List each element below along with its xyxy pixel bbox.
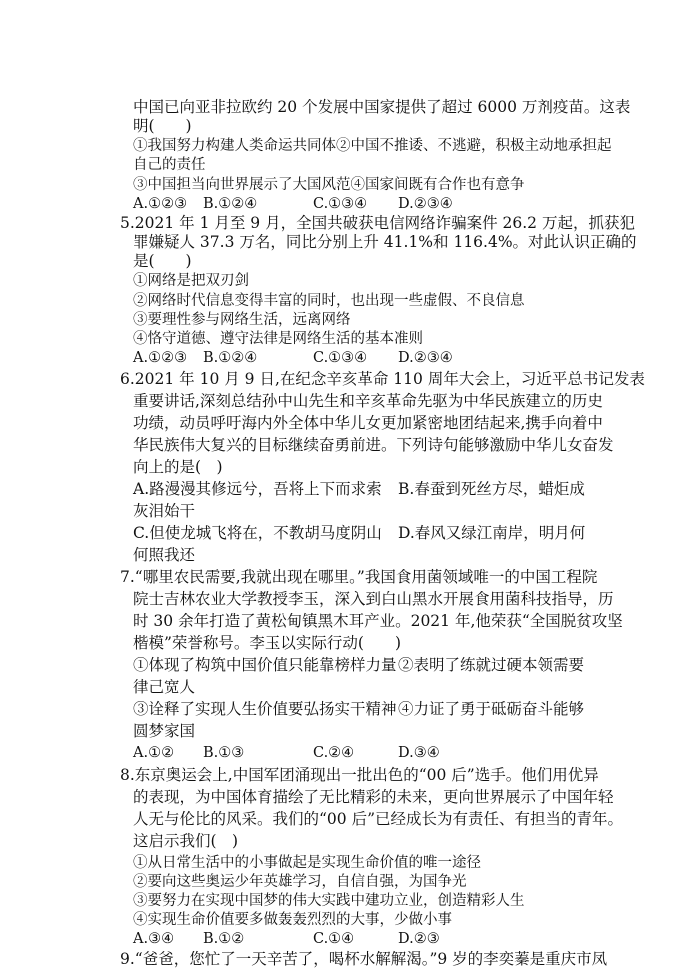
q4-item-line-1: ①我国努力构建人类命运共同体②中国不推诿、不逃避，积极主动地承担起 <box>133 138 612 154</box>
q7-item-2-continued: 律己宽人 <box>133 678 196 696</box>
q7-option-d: D.③④ <box>398 745 440 761</box>
q4-stem-line-2: 明( ) <box>133 117 192 135</box>
q8-stem-line-3: 人无与伦比的风采。我们的“00 后”已经成长为有责任、有担当的青年。 <box>133 810 624 828</box>
q8-stem-line-4: 这启示我们( ) <box>133 832 239 850</box>
q4-option-b: B.①②④ <box>203 196 258 212</box>
q6-stem-line-2: 重要讲话,深刻总结孙中山先生和辛亥革命先驱为中华民族建立的历史 <box>133 392 603 410</box>
q5-stem-line-1: 5.2021 年 1 月至 9 月，全国共破获电信网络诈骗案件 26.2 万起，抓获犯 <box>120 214 635 232</box>
q7-option-c: C.②④ <box>313 745 355 761</box>
q4-option-d: D.②③④ <box>398 196 453 212</box>
q7-item-3: ③诠释了实现人生价值要弘扬实干精神 <box>133 700 397 718</box>
q4-option-a: A.①②③ <box>133 196 188 212</box>
q7-stem-line-3: 时 30 余年打造了黄松甸镇黑木耳产业。2021 年,他荣获“全国脱贫攻坚 <box>133 612 623 630</box>
q5-stem-line-2: 罪嫌疑人 37.3 万名，同比分别上升 41.1%和 116.4%。对此认识正确的 <box>133 233 637 251</box>
q6-option-d-continued: 何照我还 <box>133 546 196 564</box>
q7-item-1: ①体现了构筑中国价值只能靠榜样力量 <box>133 656 397 674</box>
q8-stem-line-2: 的表现，为中国体育描绘了无比精彩的未来，更向世界展示了中国年轻 <box>133 788 614 806</box>
q6-option-b-continued: 灰泪始干 <box>133 502 196 520</box>
q9-stem-line-1: 9.“爸爸，您忙了一天辛苦了，喝杯水解解渴。”9 岁的李奕蓁是重庆市凤 <box>120 950 608 968</box>
q4-item-line-2: 自己的责任 <box>133 157 206 173</box>
q5-option-b: B.①②④ <box>203 350 258 366</box>
q7-option-a: A.①② <box>133 745 175 761</box>
q8-option-d: D.②③ <box>398 931 440 947</box>
q7-item-4: ④力证了勇于砥砺奋斗能够 <box>398 700 585 718</box>
q4-item-line-3: ③中国担当向世界展示了大国风范④国家间既有合作也有意争 <box>133 177 525 193</box>
q7-stem-line-1: 7.“哪里农民需要,我就出现在哪里。”我国食用菌领域唯一的中国工程院 <box>120 568 598 586</box>
q5-item-4: ④恪守道德、遵守法律是网络生活的基本准则 <box>133 331 423 347</box>
q5-option-d: D.②③④ <box>398 350 453 366</box>
q6-option-c: C.但使龙城飞将在，不教胡马度阴山 <box>133 524 382 542</box>
q7-item-4-continued: 圆梦家国 <box>133 722 196 740</box>
q8-item-4: ④实现生命价值要多做轰轰烈烈的大事，少做小事 <box>133 912 452 928</box>
q8-stem-line-1: 8.东京奥运会上,中国军团涌现出一批出色的“00 后”选手。他们用优异 <box>120 766 599 784</box>
q6-stem-line-5: 向上的是( ) <box>133 458 223 476</box>
q4-option-c: C.①③④ <box>313 196 368 212</box>
q5-item-1: ①网络是把双刃剑 <box>133 273 249 289</box>
q6-stem-line-4: 华民族伟大复兴的目标继续奋勇前进。下列诗句能够激励中华儿女奋发 <box>133 436 614 454</box>
q8-item-2: ②要向这些奥运少年英雄学习，自信自强，为国争光 <box>133 874 467 890</box>
q6-option-d: D.春风又绿江南岸，明月何 <box>398 524 586 542</box>
q8-option-c: C.①④ <box>313 931 355 947</box>
q5-option-c: C.①③④ <box>313 350 368 366</box>
q7-item-2: ②表明了练就过硬本领需要 <box>398 656 585 674</box>
q6-option-a: A.路漫漫其修远兮，吾将上下而求索 <box>133 480 382 498</box>
q5-option-a: A.①②③ <box>133 350 188 366</box>
q5-item-3: ③要理性参与网络生活，远离网络 <box>133 312 351 328</box>
q7-stem-line-4: 楷模”荣誉称号。李玉以实际行动( ) <box>133 634 402 652</box>
q5-item-2: ②网络时代信息变得丰富的同时，也出现一些虚假、不良信息 <box>133 293 525 309</box>
q6-option-b: B.春蚕到死丝方尽，蜡炬成 <box>398 480 585 498</box>
q4-stem-line-1: 中国已向亚非拉欧约 20 个发展中国家提供了超过 6000 万剂疫苗。这表 <box>133 98 631 116</box>
q8-item-1: ①从日常生活中的小事做起是实现生命价值的唯一途径 <box>133 855 481 871</box>
q8-option-b: B.①② <box>203 931 245 947</box>
q7-stem-line-2: 院士吉林农业大学教授李玉，深入到白山黑水开展食用菌科技指导，历 <box>133 590 614 608</box>
q5-stem-line-3: 是( ) <box>133 252 192 270</box>
q8-option-a: A.③④ <box>133 931 175 947</box>
q6-stem-line-1: 6.2021 年 10 月 9 日,在纪念辛亥革命 110 周年大会上，习近平总书记发表 <box>120 370 645 388</box>
q8-item-3: ③要努力在实现中国梦的伟大实践中建功立业，创造精彩人生 <box>133 893 525 909</box>
q6-stem-line-3: 功绩，动员呼吁海内外全体中华儿女更加紧密地团结起来,携手向着中 <box>133 414 603 432</box>
q7-option-b: B.①③ <box>203 745 245 761</box>
